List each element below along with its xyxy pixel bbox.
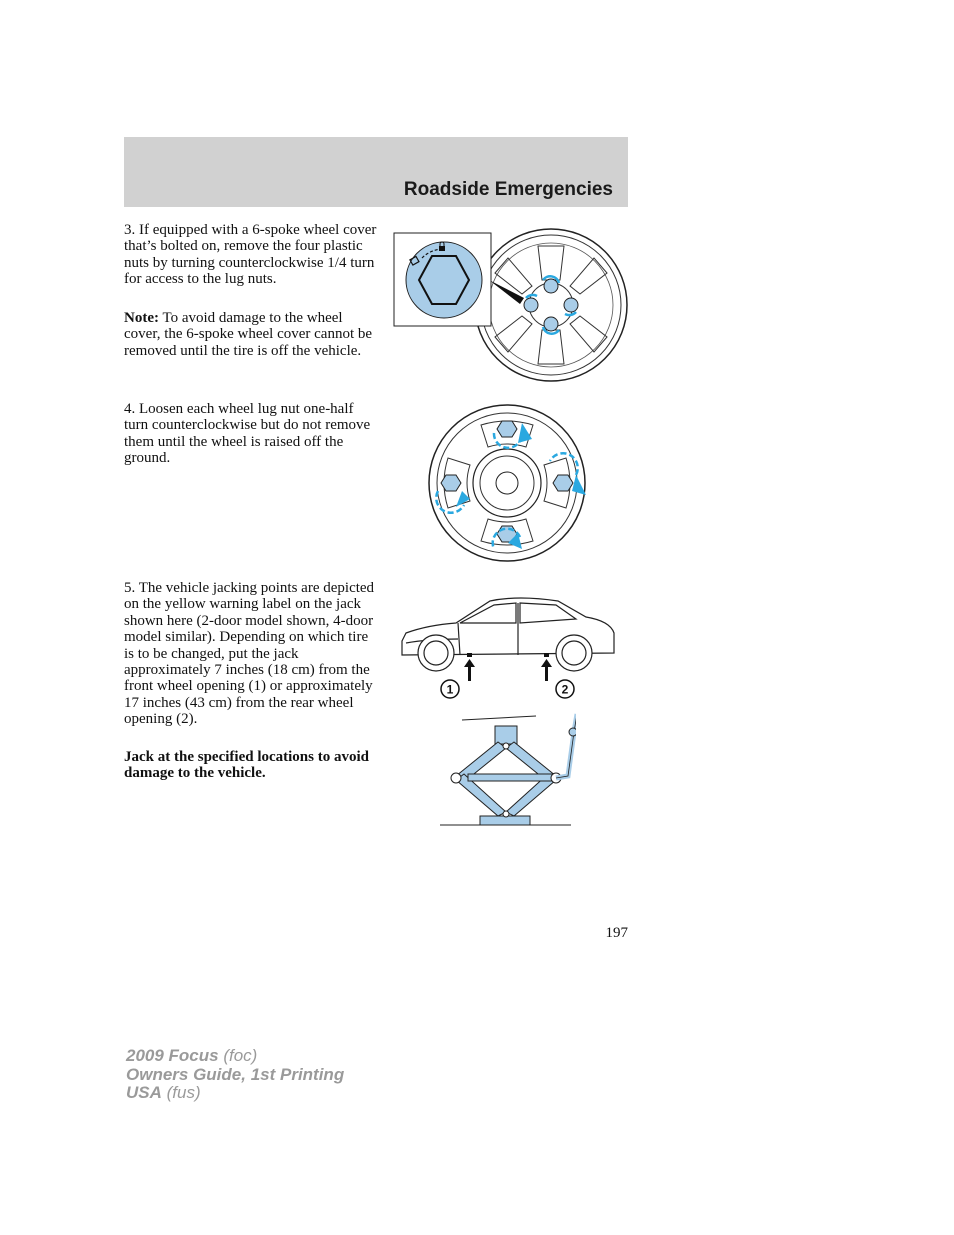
note-paragraph bbox=[124, 310, 380, 359]
jack-point-2-label: 2 bbox=[561, 682, 569, 697]
car-illustration bbox=[402, 598, 614, 671]
jack-point-2-marker bbox=[556, 680, 574, 698]
document-footer bbox=[126, 1047, 344, 1103]
scissor-jack-figure bbox=[440, 708, 576, 828]
jack-point-1-label: 1 bbox=[446, 682, 454, 697]
jacking-points-figure bbox=[398, 593, 620, 705]
lug-nut-figure bbox=[426, 403, 588, 563]
step-3-text: 3. If equipped with a 6-spoke wheel cover that’s bolted on, remove the four plastic nuts by turning counterclockwise 1/4 turn for access to the lug nuts. bbox=[124, 222, 377, 288]
section-header bbox=[124, 137, 628, 207]
jack-point-1-marker bbox=[441, 680, 459, 698]
footer-line-3: USA (fus) bbox=[126, 1083, 201, 1102]
page-number: 197 bbox=[605, 925, 628, 941]
footer-line-1: 2009 Focus (foc) bbox=[126, 1046, 258, 1065]
section-title: Roadside Emergencies bbox=[403, 179, 613, 200]
note-label: Note: bbox=[124, 310, 159, 326]
wheel-cover-figure bbox=[392, 228, 632, 386]
plastic-nut-inset bbox=[394, 233, 491, 326]
wheel-cover-illustration bbox=[475, 229, 627, 381]
step-4-text: 4. Loosen each wheel lug nut one-half turn counterclockwise but do not remove them until the wheel is raised off the ground. bbox=[124, 401, 371, 467]
lock-icon bbox=[439, 246, 445, 251]
footer-line-2: Owners Guide, 1st Printing bbox=[126, 1064, 345, 1084]
note-text: To avoid damage to the wheel cover, the 6-spoke wheel cover cannot be removed until the tire is off the vehicle. bbox=[124, 310, 373, 359]
step-5-text: 5. The vehicle jacking points are depicted on the yellow warning label on the jack shown here (2-door model shown, 4-door model similar). Depending on which tire is to be changed, put the jack approximately 7 inches (18 cm) from the front wheel opening (1) or approximately 17 inches (43 cm) from the rear wheel opening (2). bbox=[124, 580, 375, 728]
jack-warning: Jack at the specified locations to avoid damage to the vehicle. bbox=[124, 749, 369, 782]
